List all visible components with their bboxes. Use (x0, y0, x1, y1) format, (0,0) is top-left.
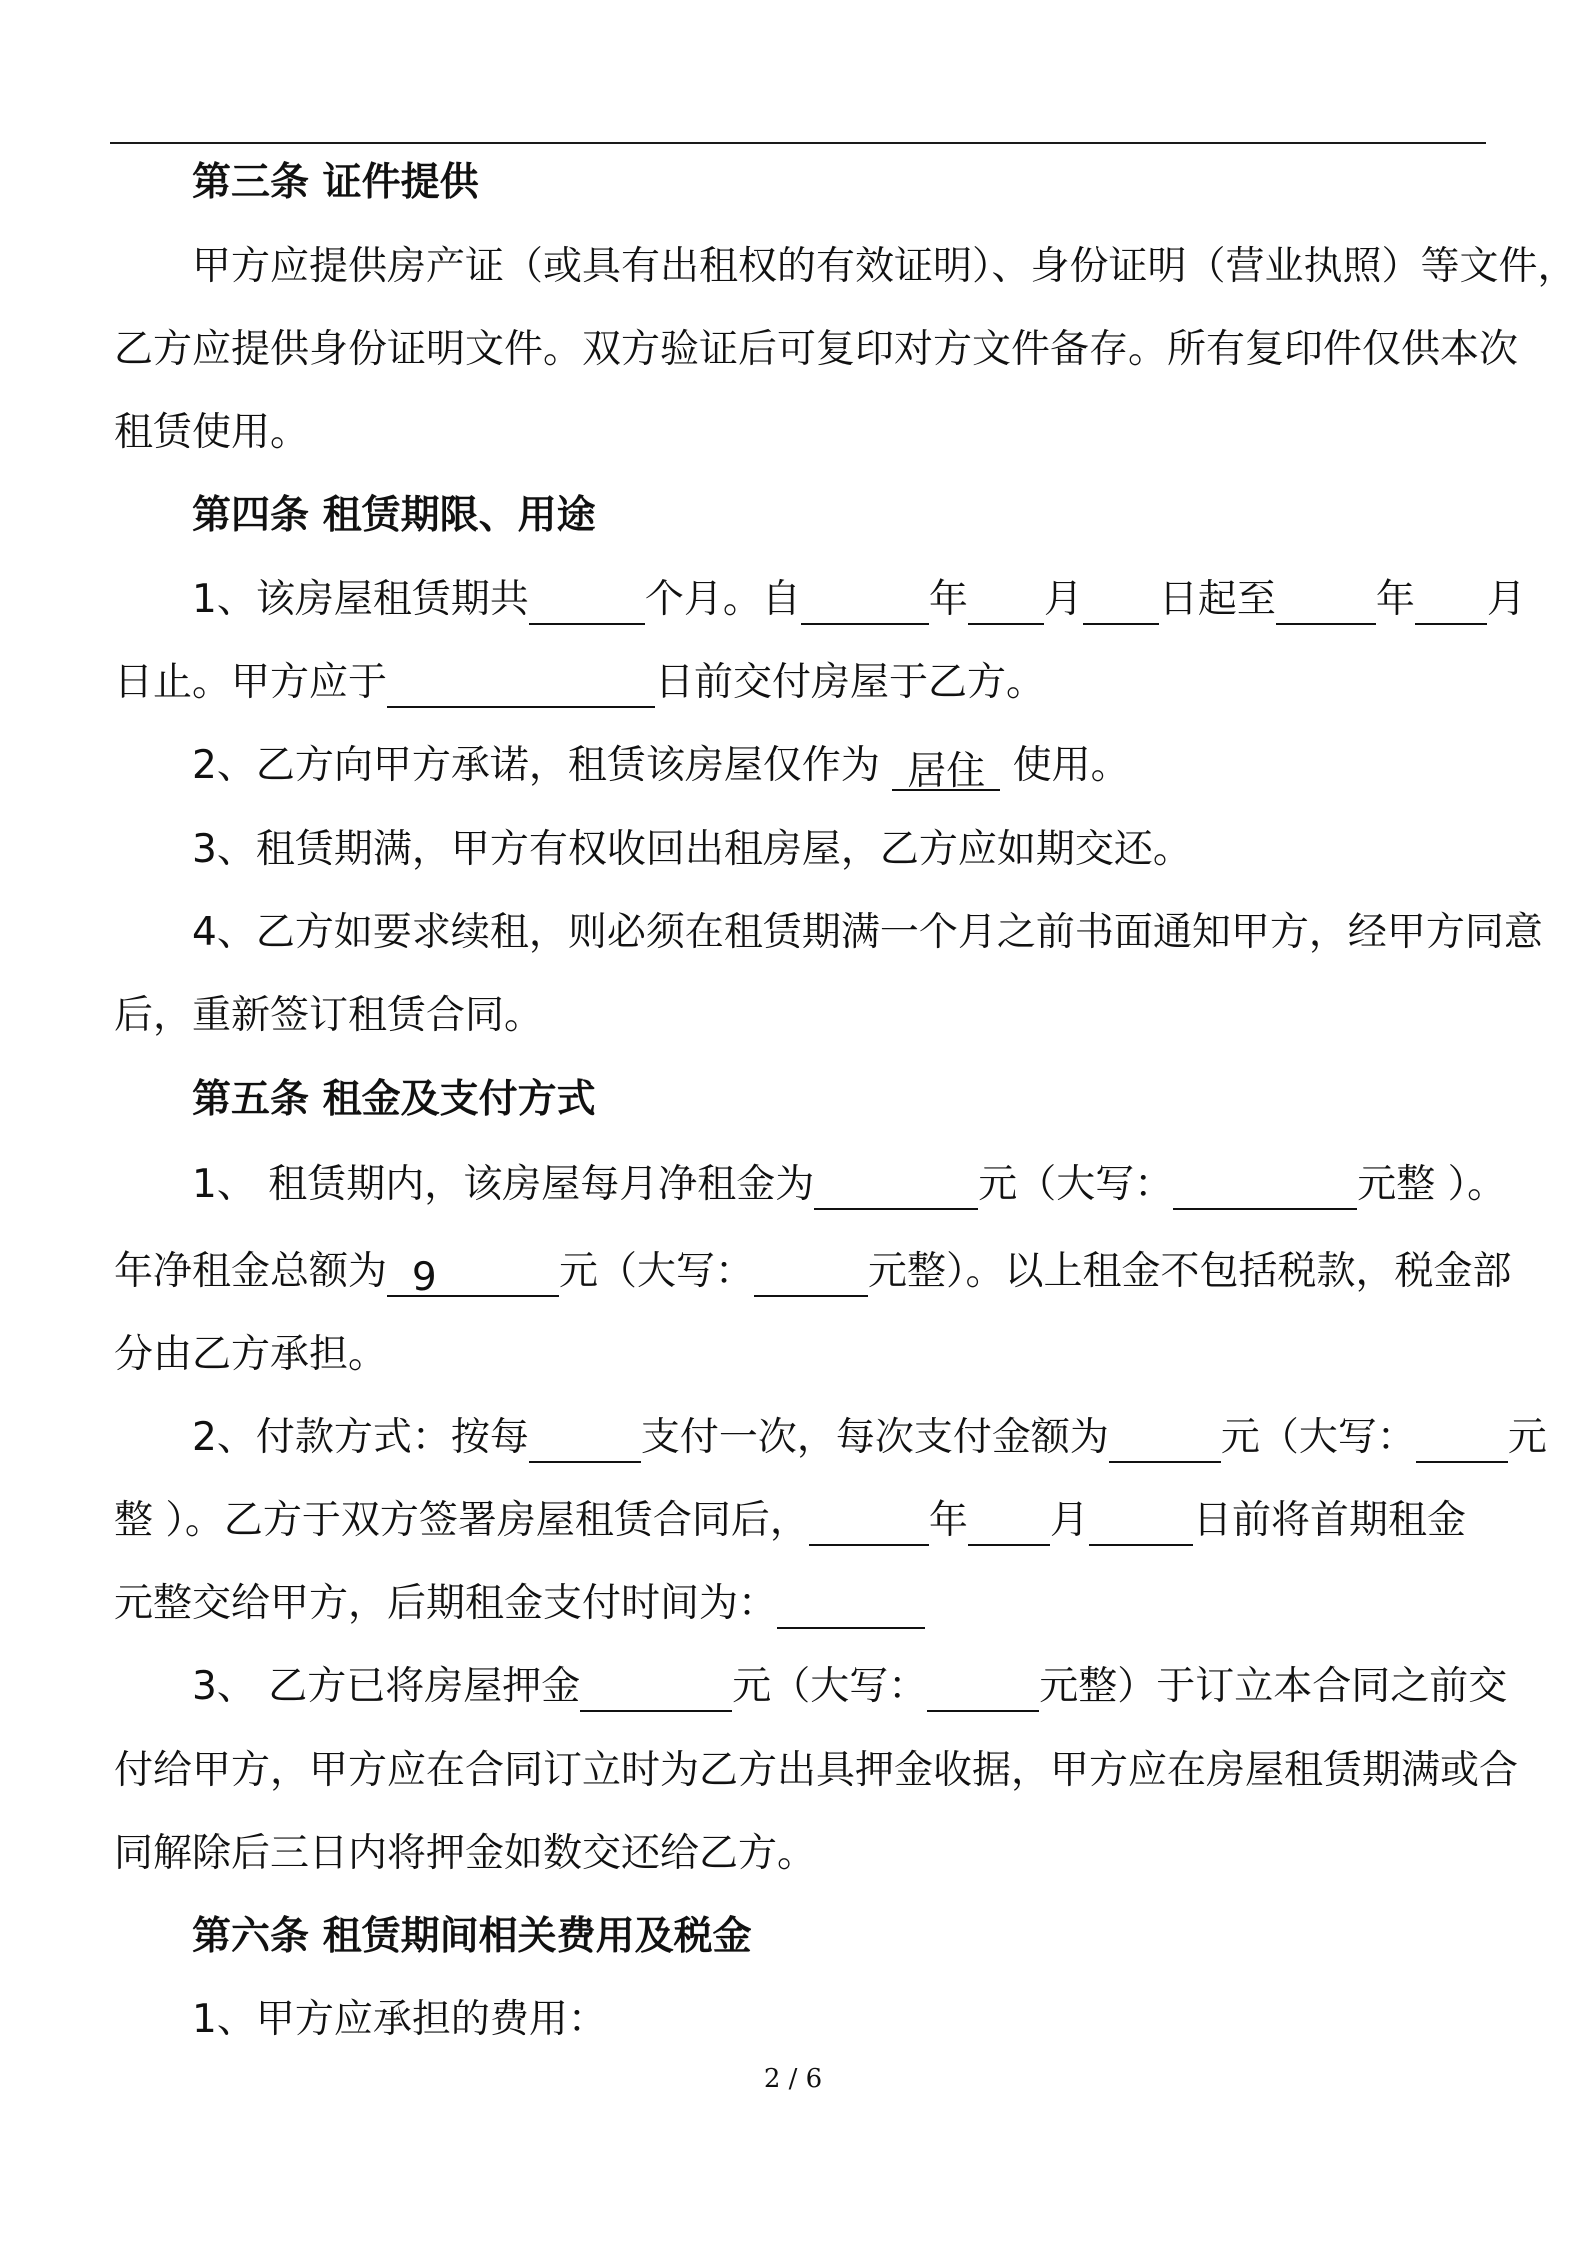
start-month-blank (968, 581, 1044, 625)
annual-rent-words-blank (754, 1253, 868, 1297)
annual-rent-value: 9 (411, 1255, 437, 1300)
article-4-item-4-cont: 后，重新签订租赁合同。 (114, 993, 544, 1038)
text: 个月。自 (644, 577, 801, 622)
end-year-blank (1276, 581, 1376, 625)
text: 元整 ）。 (1357, 1162, 1507, 1207)
article-5-item-1 (192, 1160, 1506, 1210)
article-5-item-2-cont (114, 1496, 1466, 1546)
text: 元整）。以上租金不包括税款，税金部 (868, 1249, 1512, 1294)
monthly-rent-blank (814, 1166, 978, 1210)
article-5-item-1-cont-2: 分由乙方承担。 (114, 1332, 388, 1377)
article-4-item-4: 4、乙方如要求续租，则必须在租赁期满一个月之前书面通知甲方，经甲方同意 (192, 910, 1543, 955)
text: 元（大写： (732, 1664, 928, 1709)
article-5-item-2 (192, 1413, 1547, 1463)
article-6-item-1: 1、甲方应承担的费用： (192, 1997, 607, 2042)
text: 1、 租赁期内，该房屋每月净租金为 (192, 1162, 815, 1207)
text: 整 ）。乙方于双方签署房屋租赁合同后， (114, 1498, 809, 1543)
article-4-item-1 (192, 575, 1526, 625)
months-blank (529, 581, 645, 625)
article-3-text-1: 甲方应提供房产证（或具有出租权的有效证明）、身份证明（营业执照）等文件， (192, 244, 1577, 289)
annual-rent-field (387, 1253, 559, 1300)
page-number: 2 / 6 (763, 2064, 823, 2094)
text: 元整）于订立本合同之前交 (1039, 1664, 1508, 1709)
article-6-heading: 第六条 租赁期间相关费用及税金 (192, 1914, 752, 1959)
text: 日起至 (1158, 577, 1276, 622)
first-rent-day-blank (1089, 1502, 1193, 1546)
text: 元 (1507, 1415, 1547, 1460)
article-3-text-2: 乙方应提供身份证明文件。双方验证后可复印对方文件备存。所有复印件仅供本次 (114, 327, 1519, 372)
header-rule (110, 142, 1486, 144)
text: 元（大写： (1220, 1415, 1416, 1460)
start-day-blank (1083, 581, 1159, 625)
text: 月 (1043, 577, 1083, 622)
deposit-blank (580, 1668, 732, 1712)
text: 年净租金总额为 (114, 1249, 388, 1294)
article-3-text-3: 租赁使用。 (114, 410, 310, 455)
text: 日止。甲方应于 (114, 660, 388, 705)
first-rent-month-blank (968, 1502, 1050, 1546)
text: 3、 乙方已将房屋押金 (192, 1664, 581, 1709)
article-5-item-3-cont: 付给甲方，甲方应在合同订立时为乙方出具押金收据，甲方应在房屋租赁期满或合 (114, 1748, 1519, 1793)
text: 元（大写： (978, 1162, 1174, 1207)
article-5-item-2-cont-2 (114, 1579, 925, 1629)
monthly-rent-words-blank (1173, 1166, 1357, 1210)
text: 月 (1049, 1498, 1089, 1543)
text: 1、该房屋租赁期共 (192, 577, 529, 622)
text: 使用。 (1012, 743, 1130, 788)
text: 月 (1486, 577, 1526, 622)
article-4-item-1-cont (114, 658, 1045, 708)
article-5-heading: 第五条 租金及支付方式 (192, 1077, 596, 1122)
text: 支付一次，每次支付金额为 (640, 1415, 1109, 1460)
start-year-blank (801, 581, 929, 625)
text: 元整交给甲方，后期租金支付时间为： (114, 1581, 778, 1626)
article-5-item-3 (192, 1662, 1507, 1712)
payment-amount-blank (1109, 1419, 1221, 1463)
article-3-heading: 第三条 证件提供 (192, 160, 479, 205)
end-month-blank (1415, 581, 1487, 625)
usage-field: 居住 (892, 747, 1000, 791)
article-4-item-3: 3、租赁期满，甲方有权收回出租房屋，乙方应如期交还。 (192, 827, 1192, 872)
deposit-words-blank (927, 1668, 1039, 1712)
article-5-item-3-cont-2: 同解除后三日内将押金如数交还给乙方。 (114, 1831, 817, 1876)
text: 2、付款方式：按每 (192, 1415, 529, 1460)
article-4-item-2 (192, 741, 1130, 794)
payment-amount-words-blank (1416, 1419, 1508, 1463)
text: 2、乙方向甲方承诺，租赁该房屋仅作为 (192, 743, 880, 788)
article-4-heading: 第四条 租赁期限、用途 (192, 493, 596, 538)
article-5-item-1-cont (114, 1247, 1512, 1300)
text: 年 (928, 1498, 968, 1543)
text: 年 (1375, 577, 1415, 622)
payment-period-blank (529, 1419, 641, 1463)
text: 年 (928, 577, 968, 622)
text: 日前将首期租金 (1192, 1498, 1466, 1543)
delivery-date-blank (387, 664, 655, 708)
first-rent-year-blank (809, 1502, 929, 1546)
payment-time-blank (777, 1585, 925, 1629)
text: 日前交付房屋于乙方。 (655, 660, 1046, 705)
text: 元（大写： (559, 1249, 755, 1294)
